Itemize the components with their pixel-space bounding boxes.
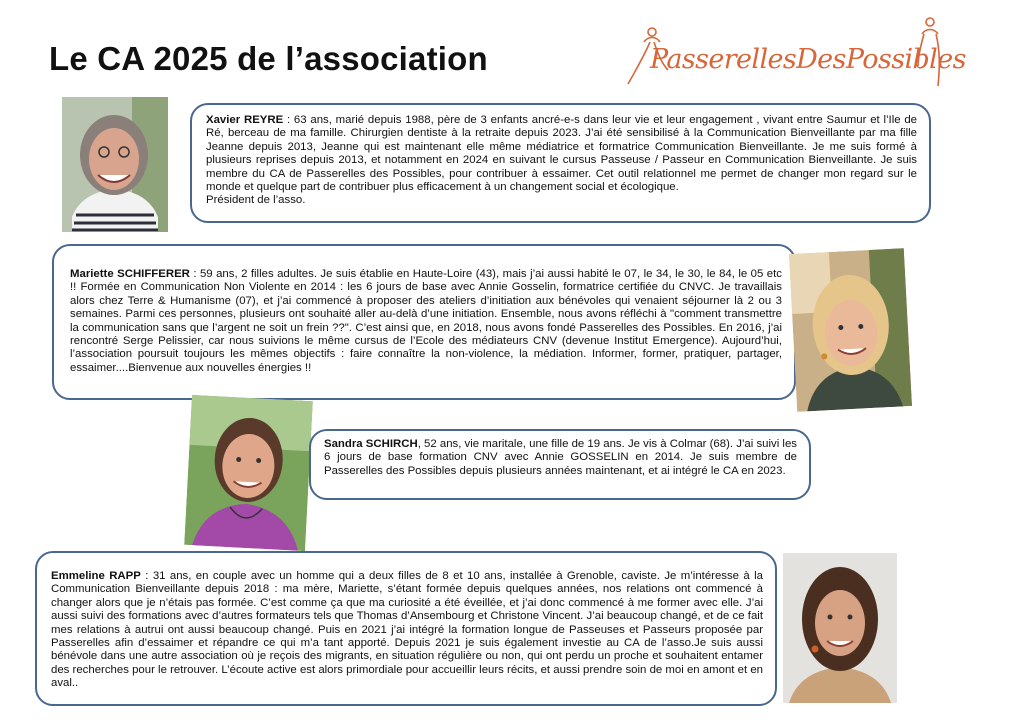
member-bio: : 63 ans, marié depuis 1988, père de 3 enfants ancré-e-s dans leur vie et leur engagement , vivant entre Saumur et l’Ile de Ré, berceau de ma famille. Chirurgien dentiste à la retraite depuis 2023. J’ai été sensibilisé à la Communication Bienveillante par ma fille Jeanne depuis 2013, Jeanne qui est maintenant elle même médiatrice et formatrice Communication Bienveillante. Je me suis formé à plusieurs reprises depuis 2013, et notamment en 2024 en suivant le cursus Passeuse / Passeur en Communication Bienveillante. Je suis membre du CA de Passerelles des Possibles, pour contribuer à essaimer. Cet outil relationnel me permet de changer mon regard sur le monde et quelque part de contribuer plus efficacement à un changement social et écologique. [206,114,917,194]
member-card-xavier [190,103,931,223]
member-name: Sandra SCHIRCH [324,438,418,450]
member-bio: , 52 ans, vie maritale, une fille de 19 ans. Je vis à Colmar (68). J’ai suivi les 6 jours de base formation CNV avec Annie GOSSELIN en 2014. Je suis membre de Passerelles des Possibles depuis plusieurs années maintenant, et ai intégré le CA en 2023. [324,438,797,477]
member-name: Xavier REYRE [206,114,284,126]
member-card-sandra [309,429,811,500]
member-name: Mariette SCHIFFERER [70,268,190,280]
photo-xavier [62,97,168,232]
photo-sandra [184,395,313,551]
member-role: Président de l’asso. [206,194,306,207]
photo-emmeline [783,553,897,703]
logo-text: PasserellesDesPossibles [650,44,966,75]
photo-mariette [789,248,912,412]
member-name: Emmeline RAPP [51,570,141,582]
association-logo [620,14,966,96]
member-bio: : 31 ans, en couple avec un homme qui a deux filles de 8 et 10 ans, installée à Grenoble, caviste. Je m’intéresse à la Communication Bienveillante depuis 2018 : ma mère, Mariette, s’étant formée depuis quelques années, nos relations ont commencé à changer alors que je n’étais pas formée. C’est comme ça que ma curiosité a été éveillée, et j’ai donc commencé à me former avec elle. J’ai aussi suivi des formations avec d’autres formateurs tels que Thomas d’Ansembourg et Christone Vincent. J’ai beaucoup changé, et de ce fait mes relations à autrui ont aussi beaucoup changé. Puis en 2021 j’ai intégré la formation longue de Passeuses et Passeurs proposée par Passerelles afin d’essaimer et répandre ce qui m’a tant apporté. Depuis 2021 je suis également investie au CA de l’asso.Je suis aussi bénévole dans une autre association où je reçois des migrants, en situation régulière ou non, qui ont perdu un proche et souhaitent entamer des recherches pour le retrouver. L’écoute active est alors primordiale pour accueillir leurs récits, et aussi prendre soin de moi en amont et en aval.. [51,570,764,690]
member-bio: : 59 ans, 2 filles adultes. Je suis établie en Haute-Loire (43), mais j’ai aussi habité le 07, le 34, le 30, le 84, le 05 etc !! Formée en Communication Non Violente en 2014 : les 6 jours de base avec Annie Gosselin, formatrice certifiée du CNVC. Je travaillais alors chez Terre & Humanisme (07), et j’ai commencé à proposer des ateliers d’initiation aux bénévoles qui venaient séjourner là 2 ou 3 semaines. Parmi ces personnes, plusieurs ont souhaité aller au-delà d’une initiation. Ensemble, nous avons réfléchi à "comment transmettre la communication sans que l’argent ne soit un frein ??". C’est ainsi que, en 2018, nous avons fondé Passerelles des Possibles. En 2016, j’ai rencontré Serge Pelissier, car nous suivions le même cursus de l’Ecole des médiateurs CNV (devenue Institut Emergence). Aujourd’hui, l’association poursuit toujours les mêmes objectifs : faire connaître la non-violence, la médiation. Informer, former, pratiquer, partager, essaimer....Bienvenue aux nouvelles énergies !! [70,268,782,374]
page-title: Le CA 2025 de l’association [49,40,488,77]
member-card-mariette [52,244,796,400]
member-card-emmeline [35,551,777,706]
